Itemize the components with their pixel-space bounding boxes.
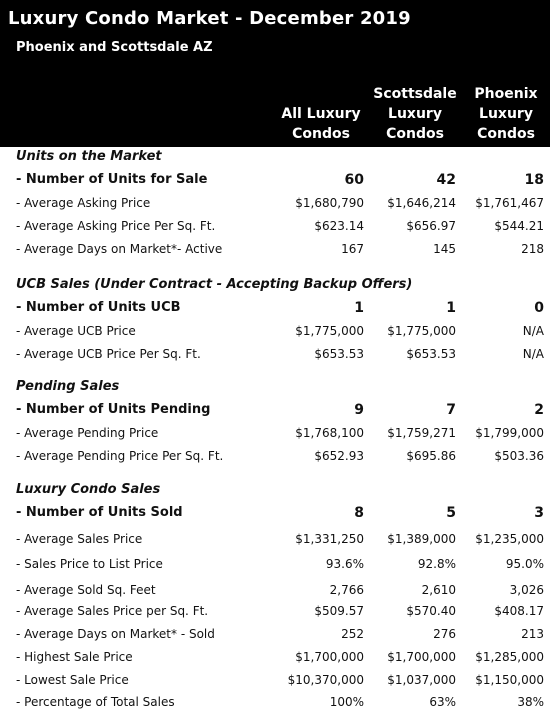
cell-all-luxury: 167 (341, 242, 364, 256)
cell-all-luxury: $653.53 (314, 347, 364, 361)
table-row (0, 583, 550, 605)
section-title-pending-sales: Pending Sales (16, 379, 120, 394)
cell-phoenix: 38% (517, 695, 544, 709)
cell-phoenix: $503.36 (494, 449, 544, 463)
table-row (0, 505, 550, 527)
cell-phoenix: 95.0% (505, 557, 544, 571)
section-title-ucb-sales: UCB Sales (Under Contract - Accepting Backup Offers) (16, 277, 413, 292)
column-header-line: Condos (477, 126, 535, 142)
cell-scottsdale: 42 (436, 172, 456, 188)
cell-phoenix: $408.17 (494, 604, 544, 618)
cell-phoenix: $1,285,000 (475, 650, 544, 664)
table-row (0, 402, 550, 424)
table-header (0, 0, 550, 147)
row-label: - Percentage of Total Sales (16, 695, 175, 709)
column-header-line: Luxury (388, 106, 442, 122)
row-label: - Number of Units UCB (16, 300, 181, 315)
table-row (0, 650, 550, 672)
cell-scottsdale: $653.53 (406, 347, 456, 361)
cell-all-luxury: 60 (344, 172, 364, 188)
cell-phoenix: N/A (522, 324, 544, 338)
table-row (0, 300, 550, 322)
row-label: - Lowest Sale Price (16, 673, 129, 687)
column-header-line: Condos (292, 126, 350, 142)
cell-all-luxury: 1 (354, 300, 364, 316)
cell-scottsdale: 1 (446, 300, 456, 316)
cell-phoenix: 218 (521, 242, 544, 256)
cell-all-luxury: $652.93 (314, 449, 364, 463)
cell-scottsdale: $1,700,000 (387, 650, 456, 664)
row-label: - Average Sold Sq. Feet (16, 583, 156, 597)
row-label: - Average Pending Price (16, 426, 159, 440)
cell-all-luxury: $1,680,790 (295, 196, 364, 210)
row-label: - Average Asking Price (16, 196, 151, 210)
column-header-scottsdale (370, 84, 460, 144)
column-header-line: Luxury (479, 106, 533, 122)
cell-scottsdale: $1,646,214 (387, 196, 456, 210)
cell-phoenix: 3 (534, 505, 544, 521)
row-label: - Sales Price to List Price (16, 557, 163, 571)
cell-all-luxury: 100% (329, 695, 364, 709)
cell-scottsdale: $1,775,000 (387, 324, 456, 338)
cell-all-luxury: $623.14 (314, 219, 364, 233)
table-row (0, 673, 550, 695)
cell-scottsdale: 63% (429, 695, 456, 709)
cell-scottsdale: 5 (446, 505, 456, 521)
cell-scottsdale: 2,610 (421, 583, 456, 597)
table-row (0, 557, 550, 579)
cell-scottsdale: $695.86 (406, 449, 456, 463)
row-label: - Number of Units Pending (16, 402, 211, 417)
table-row (0, 196, 550, 218)
column-header-all-luxury (276, 104, 366, 144)
cell-all-luxury: $1,775,000 (295, 324, 364, 338)
cell-all-luxury: 2,766 (329, 583, 364, 597)
table-row (0, 426, 550, 448)
row-label: - Average Days on Market*- Active (16, 242, 223, 256)
cell-phoenix: 0 (534, 300, 544, 316)
cell-scottsdale: 145 (433, 242, 456, 256)
table-row (0, 242, 550, 264)
cell-scottsdale: 7 (446, 402, 456, 418)
table-row (0, 532, 550, 554)
cell-phoenix: N/A (522, 347, 544, 361)
row-label: - Average Sales Price per Sq. Ft. (16, 604, 209, 618)
cell-phoenix: $1,150,000 (475, 673, 544, 687)
cell-scottsdale: $570.40 (406, 604, 456, 618)
row-label: - Average Asking Price Per Sq. Ft. (16, 219, 216, 233)
row-label: - Average UCB Price Per Sq. Ft. (16, 347, 201, 361)
table-row (0, 219, 550, 241)
column-header-line: All Luxury (281, 106, 361, 122)
section-title-units-on-market: Units on the Market (16, 149, 162, 164)
row-label: - Number of Units Sold (16, 505, 183, 520)
page-subtitle: Phoenix and Scottsdale AZ (16, 40, 213, 55)
table-row (0, 449, 550, 471)
cell-scottsdale: 92.8% (417, 557, 456, 571)
table-row (0, 604, 550, 626)
table-row (0, 324, 550, 346)
cell-phoenix: $1,235,000 (475, 532, 544, 546)
row-label: - Average Sales Price (16, 532, 143, 546)
cell-all-luxury: 9 (354, 402, 364, 418)
table-row (0, 347, 550, 369)
row-label: - Average Days on Market* - Sold (16, 627, 215, 641)
cell-phoenix: $1,799,000 (475, 426, 544, 440)
row-label: - Highest Sale Price (16, 650, 133, 664)
cell-all-luxury: 8 (354, 505, 364, 521)
cell-all-luxury: 252 (341, 627, 364, 641)
column-header-line: Phoenix (474, 86, 538, 102)
row-label: - Number of Units for Sale (16, 172, 208, 187)
page-title: Luxury Condo Market - December 2019 (8, 8, 411, 29)
cell-phoenix: 213 (521, 627, 544, 641)
cell-all-luxury: 93.6% (325, 557, 364, 571)
column-header-line: Condos (386, 126, 444, 142)
table-row (0, 627, 550, 649)
cell-scottsdale: $1,037,000 (387, 673, 456, 687)
cell-scottsdale: $1,759,271 (387, 426, 456, 440)
row-label: - Average UCB Price (16, 324, 136, 338)
column-header-phoenix (462, 84, 550, 144)
section-title-luxury-condo-sales: Luxury Condo Sales (16, 482, 161, 497)
cell-phoenix: 18 (524, 172, 544, 188)
cell-scottsdale: $1,389,000 (387, 532, 456, 546)
table-row (0, 172, 550, 194)
cell-phoenix: $544.21 (494, 219, 544, 233)
cell-all-luxury: $509.57 (314, 604, 364, 618)
cell-phoenix: 3,026 (509, 583, 544, 597)
column-header-line: Scottsdale (373, 86, 457, 102)
cell-phoenix: 2 (534, 402, 544, 418)
cell-scottsdale: 276 (433, 627, 456, 641)
table-row (0, 695, 550, 714)
cell-all-luxury: $10,370,000 (287, 673, 364, 687)
cell-all-luxury: $1,700,000 (295, 650, 364, 664)
cell-scottsdale: $656.97 (406, 219, 456, 233)
cell-all-luxury: $1,331,250 (295, 532, 364, 546)
row-label: - Average Pending Price Per Sq. Ft. (16, 449, 224, 463)
cell-all-luxury: $1,768,100 (295, 426, 364, 440)
cell-phoenix: $1,761,467 (475, 196, 544, 210)
